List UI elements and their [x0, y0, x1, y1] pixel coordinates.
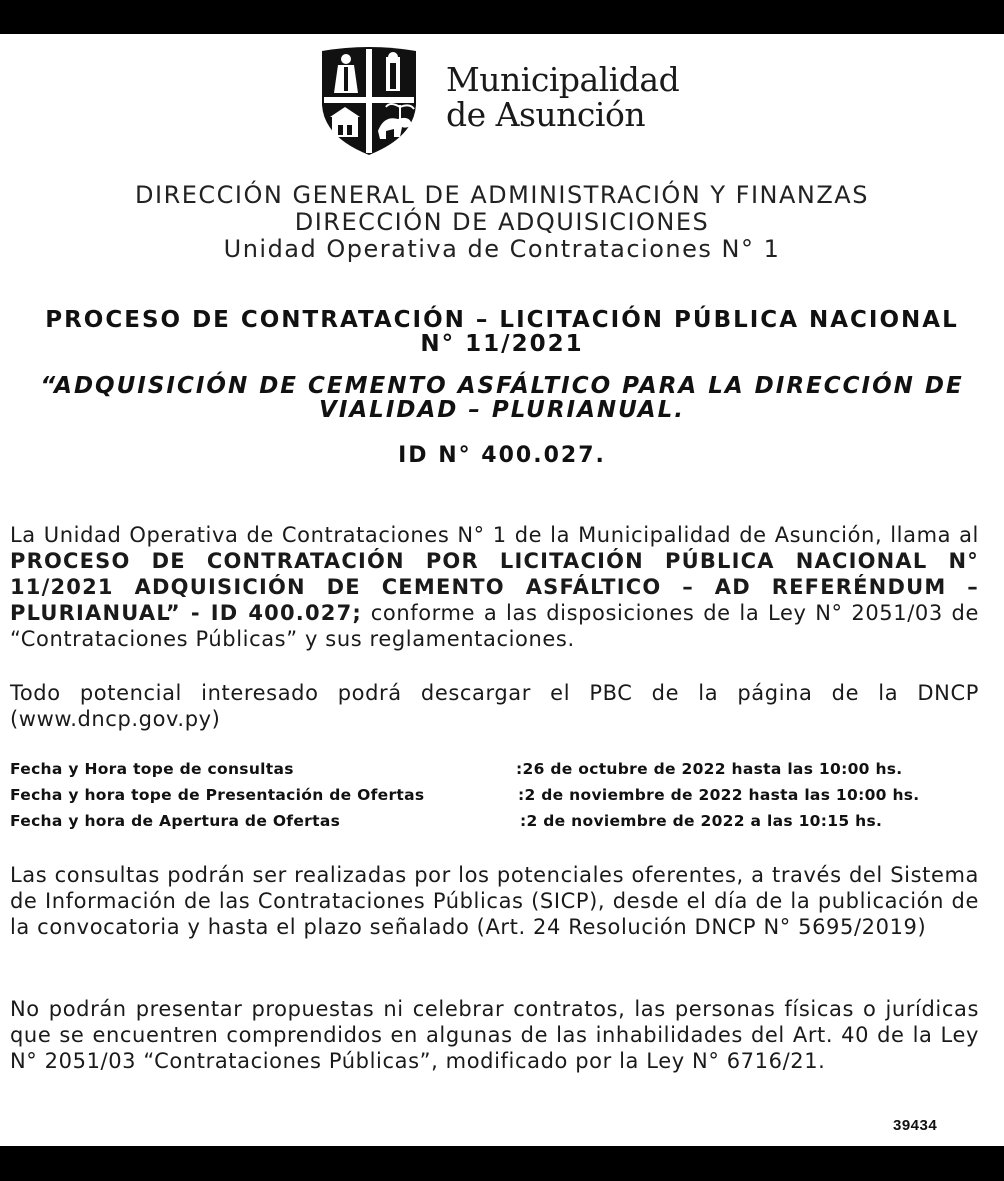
header-line-2: DIRECCIÓN DE ADQUISICIONES	[294, 208, 710, 236]
brand-name	[446, 62, 679, 132]
date-value: :26 de octubre de 2022 hasta las 10:00 hs.	[516, 760, 903, 778]
intro-rest-text: conforme a las disposiciones de la Ley N° 2051/03 de “Contrataciones Públicas” y sus reglamentaciones.	[10, 601, 979, 651]
brand-line-1: Municipalidad	[446, 60, 680, 99]
bottom-black-bar	[0, 1146, 1004, 1181]
publication-code: 39434	[893, 1117, 938, 1134]
dates-table	[10, 760, 1000, 838]
date-value: :2 de noviembre de 2022 hasta las 10:00 hs.	[518, 786, 920, 804]
process-title-line-2: N° 11/2021	[420, 331, 584, 357]
restrictions-paragraph: No podrán presentar propuestas ni celebrar contratos, las personas físicas o jurídicas que se encuentren comprendidos en algunas de las inhabilidades del Art. 40 de la Ley N° 2051/03 “Contrataciones Públicas”, modificado por la Ley N° 6716/21.	[10, 997, 979, 1073]
download-paragraph: Todo potencial interesado podrá descargar el PBC de la página de la DNCP (www.dncp.gov.py)	[10, 681, 979, 731]
subject-title-line-2: VIALIDAD – PLURIANUAL.	[319, 397, 685, 423]
date-label: Fecha y hora tope de Presentación de Ofertas	[10, 786, 425, 804]
top-black-bar	[0, 0, 1004, 34]
brand-line-2: de Asunción	[446, 95, 646, 134]
process-id: ID N° 400.027.	[398, 443, 606, 468]
intro-text: La Unidad Operativa de Contrataciones N° 1 de la Municipalidad de Asunción, llama al	[10, 523, 979, 547]
intro-paragraph	[10, 522, 979, 652]
subject-title-line-1: “ADQUISICIÓN DE CEMENTO ASFÁLTICO PARA LA DIRECCIÓN DE	[40, 373, 964, 399]
date-value: :2 de noviembre de 2022 a las 10:15 hs.	[520, 812, 883, 830]
header-line-3: Unidad Operativa de Contrataciones N° 1	[223, 235, 781, 263]
process-title	[10, 308, 994, 356]
date-row	[10, 786, 1000, 812]
process-title-line-1: PROCESO DE CONTRATACIÓN – LICITACIÓN PÚBLICA NACIONAL	[45, 307, 959, 333]
intro-bold-text: PROCESO DE CONTRATACIÓN POR LICITACIÓN PÚBLICA NACIONAL N° 11/2021 ADQUISICIÓN DE CEMENTO ASFÁLTICO – AD REFERÉNDUM – PLURIANUAL” - ID 400.027;	[10, 549, 979, 625]
subject-title	[10, 374, 994, 422]
date-label: Fecha y hora de Apertura de Ofertas	[10, 812, 341, 830]
date-label: Fecha y Hora tope de consultas	[10, 760, 294, 778]
department-header	[0, 182, 1004, 263]
header-line-1: DIRECCIÓN GENERAL DE ADMINISTRACIÓN Y FINANZAS	[135, 181, 869, 209]
date-row	[10, 812, 1000, 838]
coat-of-arms-icon	[314, 45, 424, 157]
date-row	[10, 760, 1000, 786]
consultations-paragraph: Las consultas podrán ser realizadas por los potenciales oferentes, a través del Sistema de Información de las Contrataciones Públicas (SICP), desde el día de la publicación de la convocatoria y hasta el plazo señalado (Art. 24 Resolución DNCP N° 5695/2019)	[10, 863, 979, 939]
